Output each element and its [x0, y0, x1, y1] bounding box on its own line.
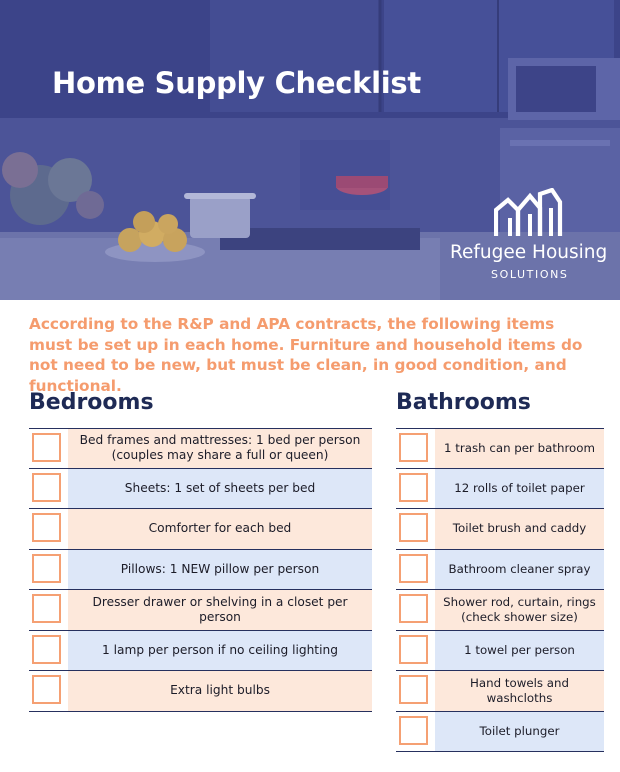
- bathrooms-checklist: [396, 428, 604, 752]
- checklist-item-label: 1 lamp per person if no ceiling lighting: [68, 631, 372, 671]
- checklist-item-label: Toilet plunger: [435, 712, 604, 752]
- checklist-item-label: Bathroom cleaner spray: [435, 550, 604, 590]
- logo-name: Refugee Housing: [450, 242, 608, 263]
- checklist-item-label: Comforter for each bed: [68, 509, 372, 549]
- checklist-row: [396, 631, 604, 672]
- checklist-item-label: Shower rod, curtain, rings (check shower size): [435, 590, 604, 630]
- checklist-row: [29, 671, 372, 712]
- checklist-row: [396, 671, 604, 712]
- house-logo-icon: [494, 188, 564, 240]
- checkbox[interactable]: [32, 675, 61, 704]
- intro-paragraph: According to the R&P and APA contracts, the following items must be set up in each home. Furniture and household items do not need to be new, but must be clean, in good condition, and functional.: [29, 315, 583, 395]
- logo-subtitle: SOLUTIONS: [491, 268, 569, 281]
- checkbox[interactable]: [32, 635, 61, 664]
- hero-banner: [0, 0, 620, 300]
- checkbox[interactable]: [399, 675, 428, 704]
- checklist-row: [396, 469, 604, 510]
- checkbox[interactable]: [32, 594, 61, 623]
- checklist-item-label: Sheets: 1 set of sheets per bed: [68, 469, 372, 509]
- page-title: Home Supply Checklist: [52, 66, 421, 100]
- checkbox[interactable]: [32, 554, 61, 583]
- checklist-item-label: Bed frames and mattresses: 1 bed per person (couples may share a full or queen): [68, 429, 372, 468]
- checkbox[interactable]: [32, 473, 61, 502]
- checkbox[interactable]: [399, 594, 428, 623]
- checklist-row: [396, 712, 604, 753]
- bedrooms-checklist: [29, 428, 372, 712]
- bathrooms-heading: Bathrooms: [396, 390, 531, 415]
- checklist-row: [29, 469, 372, 510]
- checklist-row: [396, 550, 604, 591]
- checklist-row: [29, 509, 372, 550]
- checkbox[interactable]: [399, 473, 428, 502]
- checklist-item-label: 12 rolls of toilet paper: [435, 469, 604, 509]
- checklist-row: [29, 631, 372, 672]
- checklist-item-label: Pillows: 1 NEW pillow per person: [68, 550, 372, 590]
- checklist-item-label: Extra light bulbs: [68, 671, 372, 711]
- checkbox[interactable]: [399, 554, 428, 583]
- bedrooms-heading: Bedrooms: [29, 390, 154, 415]
- checklist-row: [29, 590, 372, 631]
- checklist-item-label: 1 trash can per bathroom: [435, 429, 604, 468]
- checklist-item-label: Dresser drawer or shelving in a closet per person: [68, 590, 372, 630]
- refugee-housing-logo: [446, 188, 611, 288]
- checklist-item-label: Toilet brush and caddy: [435, 509, 604, 549]
- checklist-row: [396, 428, 604, 469]
- checklist-item-label: 1 towel per person: [435, 631, 604, 671]
- checkbox[interactable]: [399, 716, 428, 745]
- checklist-item-label: Hand towels and washcloths: [435, 671, 604, 711]
- checkbox[interactable]: [32, 433, 61, 462]
- checkbox[interactable]: [32, 513, 61, 542]
- checklist-row: [396, 590, 604, 631]
- checkbox[interactable]: [399, 513, 428, 542]
- checklist-row: [29, 550, 372, 591]
- checkbox[interactable]: [399, 635, 428, 664]
- checklist-row: [29, 428, 372, 469]
- checklist-row: [396, 509, 604, 550]
- checkbox[interactable]: [399, 433, 428, 462]
